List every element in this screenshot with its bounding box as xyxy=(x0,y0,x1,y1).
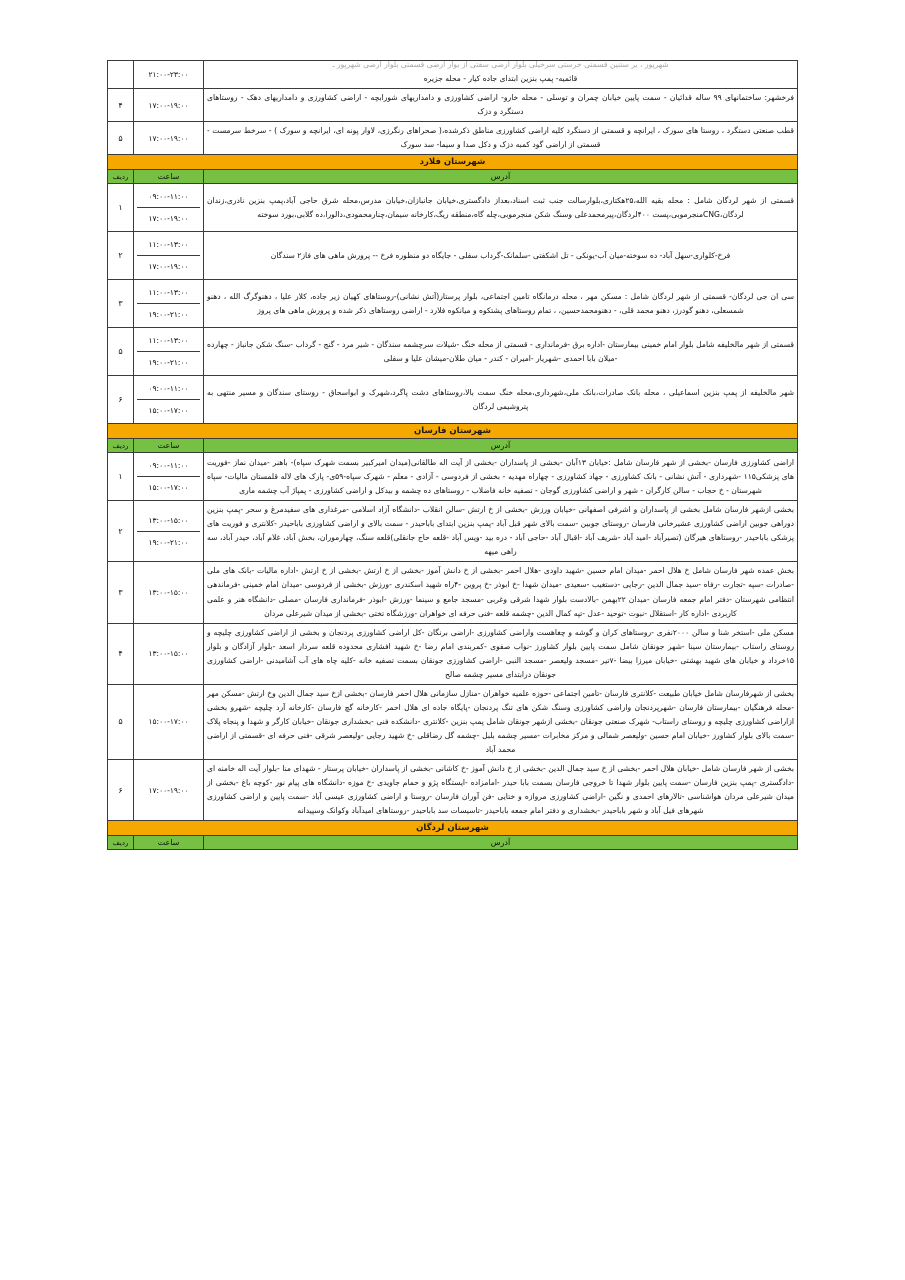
header-address: آدرس xyxy=(204,170,798,184)
column-header-row-farsan xyxy=(108,439,798,453)
table-row xyxy=(108,232,798,280)
row-number-cell: ۱ xyxy=(108,453,134,501)
time-slot: ۱۳:۰۰-۱۵:۰۰ xyxy=(137,510,200,532)
row-number-cell: ۶ xyxy=(108,760,134,821)
address-cell: فرخ-کلواری-سهل آباد- ده سوخته-میان آب-یونکی - تل اشکفتی -سلمانک-گرداب سفلی - جایگاه دو منظوره فرخ -- پرورش ماهی های فاز۲ سندگان xyxy=(204,232,798,280)
row-number-cell xyxy=(108,61,134,89)
table-row xyxy=(108,122,798,155)
time-cell xyxy=(134,376,204,424)
time-cell xyxy=(134,501,204,562)
column-header-row-falard xyxy=(108,170,798,184)
address-cell: بخشی از شهرفارسان شامل خیابان طبیعت -کلانتری فارسان -تامین اجتماعی -حوزه علمیه خواهران -منازل سازمانی هلال احمر فارسان -بخشی ازخ سید جمال الدین وخ ارتش -مسکن مهر -محله فرهنگیان -بیمارستان فارسان -شهرپردنجان واراضی کشاورزی وسنگ شکن های تنگ پردنجان -پایگاه جاده ای هلال احمر -کارخانه گچ فارسان -کارخانه آرد چلیچه -شهرو بخشی ازاراضی کشاورزی چلیچه و روستای راستاب- شهرک صنعتی جونقان -بخشی ازشهر جونقان شامل پمپ بنزین -کلانتری -دانشکده فنی -بخشداری جونقان -خیابان کارگر و شهدا و پنجاه پلاک -سمت بالای بلوار کشاورز -خیابان امام حسین -ولیعصر شمالی و مرکز مخابرات -مسیر چشمه بلبل -چشمه گل رضاقلی -خ شهید رجایی -ولیعصر شرقی -فنی حرفه ای -قسمتی از اراضی محمد آباد xyxy=(204,684,798,759)
table-row xyxy=(108,280,798,328)
address-cell: بخشی از شهر فارسان شامل -خیابان هلال احمر -بخشی از خ سید جمال الدین -بخشی از خ دانش آموز -خ کاشانی -بخشی از پاسداران -خیابان پرستار - شهدای منا -بلوار آیت اله خامنه ای -دادگستری -پمپ بنزین فارسان -سمت پایین بلوار شهدا تا خروجی فارسان بسمت بابا حیدر -امامزاده -ایستگاه پژو و حمام جاویدی -خ موزه -دانشگاه های پیام نور -کوچه باغ -بخشی از میدان شیرعلی مردان هواشناسی -تالارهای احمدی و نگین -اراضی کشاورزی مروازه و ختایی -فن آوران فارسان -روستا و اراضی کشاورزی عیسی آباد -سمت پایین و اراضی کشاورزی شهرهای فیل آباد و شهر باباحیدر -بخشداری و دفتر امام جمعه باباحیدر -تاسیسات سد باباحیدر -روستاهای امیدآباد وکوانک وسپیدانه xyxy=(204,760,798,821)
city-banner-farsan xyxy=(108,424,798,439)
time-slot: ۱۱:۰۰-۱۳:۰۰ xyxy=(137,234,200,256)
header-row-number: ردیف xyxy=(108,439,134,453)
time-slot: ۱۱:۰۰-۱۳:۰۰ xyxy=(137,282,200,304)
address-cell: سی ان جی لردگان- قسمتی از شهر لردگان شامل : مسکن مهر ، محله درمانگاه تامین اجتماعی، بلوار پرستار(آتش نشانی)-روستاهای کهیان زیر جاده، کلار علیا ، دهنوگرگ الله ، دهنو شمسعلی، دهنو گودرز، دهنو محمد قلی، - دهنومحمدحسین، ، تمام روستاهای پشتکوه و میانکوه فلارد - اراضی روستاهای ذکر شده و پرورش ماهی های پروز xyxy=(204,280,798,328)
time-cell: ۱۷:۰۰-۱۹:۰۰ xyxy=(134,89,204,122)
address-cell: شهر مالخلیفه از پمپ بنزین اسماعیلی ، محله بانک صادرات،بانک ملی،شهرداری،محله خنگ سمت بالا،روستاهای دشت پاگرد،شهرک و ابواسحاق - روستای سندگان و مسیر منتهی به پتروشیمی لردگان xyxy=(204,376,798,424)
address-cell: قسمتی از شهر مالخلیفه شامل بلوار امام خمینی بیمارستان -اداره برق -فرمانداری - قسمتی از محله خنگ -شیلات سرچشمه سندگان - شیر مرد - گنج - گرداب -سنگ شکن جانباز - چهارده -میلان بابا احمدی -شهریار -امیران - کندر - میان طلان-میشان علیا و سفلی xyxy=(204,328,798,376)
header-time: ساعت xyxy=(134,836,204,850)
table-row xyxy=(108,453,798,501)
row-number-cell: ۴ xyxy=(108,623,134,684)
header-row-number: ردیف xyxy=(108,170,134,184)
time-cell xyxy=(134,453,204,501)
city-banner-falard xyxy=(108,155,798,170)
header-address: آدرس xyxy=(204,836,798,850)
row-number-cell: ۳ xyxy=(108,562,134,623)
time-slot: ۱۵:۰۰-۱۷:۰۰ xyxy=(148,483,189,493)
table-row xyxy=(108,328,798,376)
address-cell xyxy=(204,61,798,89)
row-number-cell: ۶ xyxy=(108,376,134,424)
time-slot: ۰۹:۰۰-۱۱:۰۰ xyxy=(137,455,200,477)
time-slot: ۱۷:۰۰-۱۹:۰۰ xyxy=(148,262,189,272)
table-row xyxy=(108,562,798,623)
time-slot: ۱۹:۰۰-۲۱:۰۰ xyxy=(148,358,189,368)
address-cell: قسمتی از شهر لردگان شامل : محله بقیه الله،۲۵هکتاری،بلوارسالت جنب ثبت اسناد،بعداز دادگستری،خیابان جانبازان،خیابان مدرس،محله شرق حاجی آباد،پمپ بنزین نادری،زندان لردگان،CNGمنجرموبی،پست ۴۰۰لردگان،پیرمحمدعلی وسنگ شکن منجرموبی،چله گاه،منطقه ریگ،کارخانه سیمان،چنارمحمودی،دالورا،ده گلابی،بورد سوخته xyxy=(204,184,798,232)
city-banner-label: شهرستان فارسان xyxy=(108,424,798,439)
header-address: آدرس xyxy=(204,439,798,453)
table-body xyxy=(108,61,798,850)
header-time: ساعت xyxy=(134,439,204,453)
address-cell: قطب صنعتی دستگرد ، روستا های سورک ، ایرانچه و قسمتی از دستگرد کلیه اراضی کشاورزی مناطق ذکرشده،( صحراهای رنگرزی، لاوار پونه ای، ایرانچه و سورک ) - سرخط سرمست - قسمتی از اراضی گود کمبه دزک و دکل صدا و سیما- سد سورک xyxy=(204,122,798,155)
time-slot: ۱۹:۰۰-۲۱:۰۰ xyxy=(148,537,189,547)
header-row-number: ردیف xyxy=(108,836,134,850)
header-time: ساعت xyxy=(134,170,204,184)
address-cell: مسکن ملی -استخر شنا و سالن ۲۰۰۰نفری -روستاهای کران و گوشه و چغاهست واراضی کشاورزی -اراضی برنگان -کل اراضی کشاورزی پردنجان و بخشی از اراضی کشاورزی چلیچه و روستای راستاب -بیمارستان سینا -شهر جونقان شامل سمت پایین بلوار کشاورز -نواب صفوی -کمربندی امام رضا -خ شهید افشاری محدوده قلعه سردار اسعد -بلوار آزادگان و بلوار ۱۵خرداد و خیابان های شهید بهشتی -خیابان میرزا بیضا -۷تیر -مسجد ولیعصر -مسجد النبی -اراضی کشاورزی جونقان بسمت تصفیه خانه -کلیه چاه های آب آشامیدنی -اراضی کشاورزی جونقان درابتدای مسیر چشمه صالح xyxy=(204,623,798,684)
time-slot: ۰۹:۰۰-۱۱:۰۰ xyxy=(137,186,200,208)
row-number-cell: ۵ xyxy=(108,328,134,376)
time-cell: ۱۳:۰۰-۱۵:۰۰ xyxy=(134,562,204,623)
row-number-cell: ۵ xyxy=(108,684,134,759)
time-cell xyxy=(134,184,204,232)
row-number-cell: ۳ xyxy=(108,280,134,328)
city-banner-label: شهرستان فلارد xyxy=(108,155,798,170)
table-row xyxy=(108,184,798,232)
table-row xyxy=(108,684,798,759)
time-cell: ۱۷:۰۰-۱۹:۰۰ xyxy=(134,760,204,821)
time-cell: ۱۷:۰۰-۱۹:۰۰ xyxy=(134,122,204,155)
address-cell: بخش عمده شهر فارسان شامل خ هلال احمر -میدان امام حسین -شهید داودی -هلال احمر -بخشی از خ دانش آموز -بخشی از خ ارتش -بخشی از خ ارتش -اداره مالیات -بانک های ملی -صادرات -سپه -تجارت -رفاه -سید جمال الدین -رجایی -دستغیب -سعیدی -میدان شهدا -خ ابوذر -خ پروین -۴راه شهید اسکندری -ورزش -بخشی از فردوسی -میدان امام خمینی -فرماندهی انتظامی شهرستان -دفتر امام جمعه فارسان -میدان ۲۲بهمن -بالادست بلوار شهدا شرقی وغربی -مسجد جامع و سینما -ورزش -ابوذر -فرمانداری فارسان -مصلی -دانشگاه هنر و علمی کاربردی -اداره کار -استقلال -نبوت -توحید -عدل -تپه کمال الدین -چشمه قلعه -فنی حرفه ای خواهران -ورزشگاه تختی -بخشی از میدان شیرعلی مردان xyxy=(204,562,798,623)
table-row xyxy=(108,376,798,424)
clipped-text-line: شهرپور ، بر ستنین قسمتی خرستی سرخیلی بلوار ارضی سفتی از بوار ارضی قسمتی بلوار ارضی شهرپور ـ xyxy=(332,61,669,69)
city-banner-label: شهرستان لردگان xyxy=(108,821,798,836)
address-cell: اراضی کشاورزی فارسان -بخشی از شهر فارسان شامل :خیابان ۱۳آبان -بخشی از پاسداران -بخشی از آیت اله طالقانی(میدان امیرکبیر بسمت شهرک سپاه)- باهنر -میدان نماز -فوریت های پزشکی۱۱۵ -شهرداری - آتش نشانی - بانک کشاورزی - جهاد کشاورزی - چهاراه مهدیه - بخشی از فردوسی - آزادی - معلم - شهرک سپاه-۵۹ی- پارک های لاله قلمستان مالیات- سپاه شهرستان - خ حجاب - سالن کارگران - شهر و اراضی کشاورزی گوجان - تصفیه خانه فاضلاب - روستاهای ده چشمه و بیدکل و اراضی کشاورزی - پمپاژ آب چشمه ماری xyxy=(204,453,798,501)
row-number-cell: ۴ xyxy=(108,89,134,122)
row-number-cell: ۵ xyxy=(108,122,134,155)
address-text: قائمیه- پمپ بنزین ابتدای جاده کیار - محله جزیره xyxy=(423,74,578,83)
time-cell xyxy=(134,328,204,376)
time-cell xyxy=(134,232,204,280)
city-banner-lordegan xyxy=(108,821,798,836)
time-slot: ۰۹:۰۰-۱۱:۰۰ xyxy=(137,378,200,400)
row-number-cell: ۲ xyxy=(108,501,134,562)
time-slot: ۱۷:۰۰-۱۹:۰۰ xyxy=(148,214,189,224)
time-cell: ۱۵:۰۰-۱۷:۰۰ xyxy=(134,684,204,759)
table-row xyxy=(108,760,798,821)
time-slot: ۱۱:۰۰-۱۳:۰۰ xyxy=(137,330,200,352)
table-row xyxy=(108,623,798,684)
time-cell xyxy=(134,280,204,328)
table-row xyxy=(108,501,798,562)
table-row xyxy=(108,61,798,89)
table-row xyxy=(108,89,798,122)
column-header-row-lordegan xyxy=(108,836,798,850)
row-number-cell: ۲ xyxy=(108,232,134,280)
address-cell: فرخشهر: ساختمانهای ۹۹ ساله قدائیان - سمت پایین خیابان چمران و توسلی - محله خارو- اراضی کشاورزی و دامداریهای شورابچه - اراضی کشاورزی و دامداریهای دهک - روستاهای دستگرد و دزک xyxy=(204,89,798,122)
time-slot: ۱۹:۰۰-۲۱:۰۰ xyxy=(148,310,189,320)
time-cell: ۱۳:۰۰-۱۵:۰۰ xyxy=(134,623,204,684)
outage-schedule-table xyxy=(107,60,798,850)
row-number-cell: ۱ xyxy=(108,184,134,232)
address-cell: بخشی ازشهر فارسان شامل بخشی از پاسداران و اشرفی اصفهانی -خیابان ورزش -بخشی از خ ارتش -سالن انقلاب -دانشگاه آزاد اسلامی -مرغداری های سفیدمرغ و سحر -پمپ بنزین دوراهی جوبین اراضی کشاورزی عشیرخانی فارسان -روستای جوبین -سمت بالای شهر قبل آباد -پمپ بنزین ابتدای باباحیدر - سمت بالای و اراضی کشاورزی باباحیدر -کلانتری و فوریت های پزشکی باباحیدر -روستاهای هیرگان (تصیرآباد -امید آباد -شریف آباد -اقبال آباد -حاجی آباد - دره بید -ویس آباد -قلعه حاج جانقلی)قلعه سنگ، چهارموران، بخش آباد، غلام آباد، حیدر آباد، سه راهی میهه xyxy=(204,501,798,562)
time-slot: ۱۵:۰۰-۱۷:۰۰ xyxy=(148,406,189,416)
time-cell: ۲۱:۰۰-۲۳:۰۰ xyxy=(134,61,204,89)
